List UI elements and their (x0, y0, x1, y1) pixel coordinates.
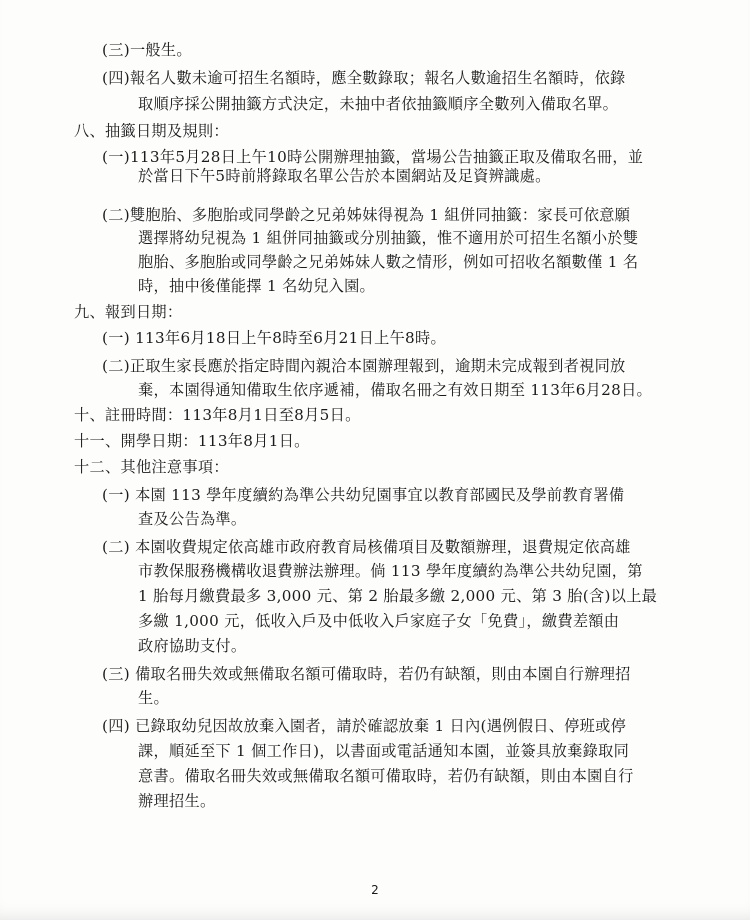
section-12-item-2-line-2: 市教保服務機構收退費辦法辦理。倘 113 學年度續約為準公共幼兒園，第 (138, 562, 643, 580)
section-8-item-2-line-2: 選擇將幼兒視為 1 組併同抽籤或分別抽籤，惟不適用於可招生名額小於雙 (138, 229, 639, 247)
section-12-item-3-line-1: (三) 備取名冊失效或無備取名額可備取時，若仍有缺額，則由本園自行辦理招 (102, 665, 631, 683)
item-4-line-2: 取順序採公開抽籤方式決定，未抽中者依抽籤順序全數列入備取名單。 (138, 95, 619, 113)
section-9-item-2-line-2: 棄，本園得通知備取生依序遞補，備取名冊之有效日期至 113年6月28日。 (138, 381, 653, 399)
section-12-item-2-line-1: (二) 本園收費規定依高雄市政府教育局核備項目及數額辦理，退費規定依高雄 (102, 538, 631, 556)
section-12-item-1-line-1: (一) 本園 113 學年度續約為準公共幼兒園事宜以教育部國民及學前教育署備 (102, 486, 625, 504)
section-12-item-3-line-2: 生。 (138, 689, 169, 707)
section-12-item-2-line-4: 多繳 1,000 元，低收入戶及中低收入戶家庭子女「免費」，繳費差額由 (138, 612, 620, 630)
section-8-item-2-line-4: 時，抽中後僅能擇 1 名幼兒入園。 (138, 277, 376, 295)
section-12-item-1-line-2: 查及公告為準。 (138, 510, 247, 528)
section-9-heading: 九、報到日期： (74, 303, 183, 321)
section-12-item-2-line-3: 1 胎每月繳費最多 3,000 元、第 2 胎最多繳 2,000 元、第 3 胎(含)以上最 (138, 587, 658, 605)
section-10-registration: 十、註冊時間：113年8月1日至8月5日。 (74, 406, 361, 424)
section-8-item-2-line-3: 胞胎、多胞胎或同學齡之兄弟姊妹人數之情形，例如可招收名額數僅 1 名 (138, 253, 639, 271)
section-8-heading: 八、抽籤日期及規則： (74, 122, 229, 140)
section-12-item-4-line-3: 意書。備取名冊失效或無備取名額可備取時，若仍有缺額，則由本園自行 (138, 767, 634, 785)
section-12-item-4-line-4: 辦理招生。 (138, 792, 216, 810)
item-4-line-1: (四)報名人數未逾可招生名額時，應全數錄取；報名人數逾招生名額時，依錄 (102, 69, 626, 87)
section-12-item-2-line-5: 政府協助支付。 (138, 637, 247, 655)
section-8-item-1-line-2: 於當日下午5時前將錄取名單公告於本園網站及足資辨識處。 (138, 167, 551, 185)
section-9-item-2-line-1: (二)正取生家長應於指定時間內親洽本園辦理報到，逾期未完成報到者視同放 (102, 357, 626, 375)
section-12-heading: 十二、其他注意事項： (74, 458, 229, 476)
section-8-item-2-line-1: (二)雙胞胎、多胞胎或同學齡之兄弟姊妹得視為 1 組併同抽籤：家長可依意願 (102, 206, 631, 224)
section-12-item-4-line-1: (四) 已錄取幼兒因故放棄入園者，請於確認放棄 1 日內(遇例假日、停班或停 (102, 717, 627, 735)
section-8-item-1-line-1: (一)113年5月28日上午10時公開辦理抽籤，當場公告抽籤正取及備取名冊，並 (102, 148, 644, 166)
section-12-item-4-line-2: 課，順延至下 1 個工作日)，以書面或電話通知本園，並簽具放棄錄取同 (138, 742, 630, 760)
section-9-item-1: (一) 113年6月18日上午8時至6月21日上午8時。 (102, 329, 446, 347)
section-11-school-start: 十一、開學日期：113年8月1日。 (74, 432, 310, 450)
item-3-general-students: (三)一般生。 (102, 41, 192, 59)
page-number: 2 (371, 883, 379, 897)
